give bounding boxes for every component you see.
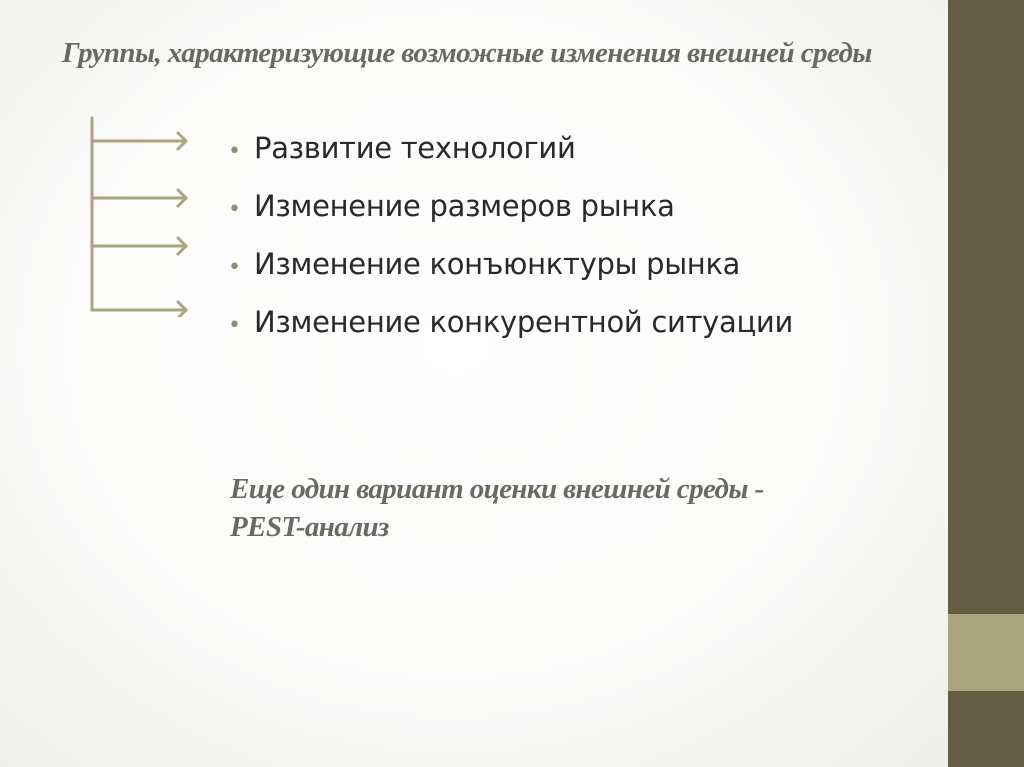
list-item xyxy=(228,235,928,293)
pest-note-line-2: PEST-анализ xyxy=(230,511,389,543)
bracket-arrows xyxy=(80,112,200,317)
pest-note xyxy=(230,470,930,546)
bullet-dot: • xyxy=(228,139,241,164)
bullet-text: Изменение конкурентной ситуации xyxy=(254,305,794,339)
arrow-icon xyxy=(92,190,186,206)
arrow-icon xyxy=(92,133,186,149)
pest-note-line-1: Еще один вариант оценки внешней среды - xyxy=(230,473,764,505)
bullet-list xyxy=(228,119,928,351)
list-item xyxy=(228,177,928,235)
bullet-text: Изменение размеров рынка xyxy=(254,189,675,223)
arrow-icon xyxy=(92,302,186,317)
bullet-text: Развитие технологий xyxy=(254,131,576,165)
bullet-dot: • xyxy=(228,313,241,338)
side-band-accent xyxy=(948,614,1024,691)
list-item xyxy=(228,119,928,177)
bullet-dot: • xyxy=(228,197,241,222)
bullet-dot: • xyxy=(228,255,241,280)
slide-title: Группы, характеризующие возможные изменения внешней среды xyxy=(62,37,872,69)
list-item xyxy=(228,293,928,351)
bullet-text: Изменение конъюнктуры рынка xyxy=(254,247,741,281)
arrow-icon xyxy=(92,238,186,254)
